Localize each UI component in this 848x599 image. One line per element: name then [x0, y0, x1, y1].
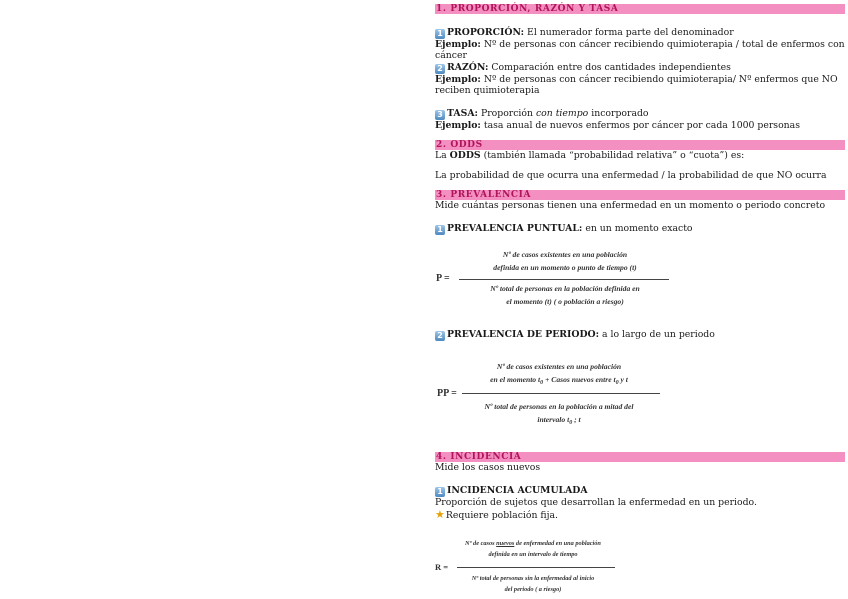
- tasa-line: [435, 108, 845, 120]
- example-label: Ejemplo:: [435, 74, 481, 85]
- formula-incidencia-acumulada: [435, 538, 635, 598]
- prevalencia-intro: Mide cuántas personas tienen una enfermedad en un momento o periodo concreto: [435, 200, 826, 211]
- incidencia-note: [435, 510, 845, 521]
- number-badge-1: 1: [435, 487, 445, 497]
- formula-denominator: [459, 283, 671, 308]
- formula-lhs: P =: [436, 273, 450, 284]
- number-badge-1: 1: [435, 29, 445, 39]
- tasa-text: Proporción: [477, 108, 536, 119]
- tasa-text-italic: con tiempo: [535, 108, 589, 119]
- formula-lhs: PP =: [437, 388, 457, 399]
- prevalencia-puntual-line: [435, 223, 845, 235]
- section-header-incidencia: 4. INCIDENCIA: [435, 452, 845, 462]
- prevalencia-periodo-line: [435, 329, 845, 341]
- formula-denominator: [459, 401, 659, 429]
- denominator-line-1: Nº total de personas en la población definida en: [490, 284, 640, 293]
- numerator-line-1: Nº de casos existentes en una población: [502, 250, 628, 259]
- numerator-line-2: definida en un momento o punto de tiempo (t): [493, 262, 637, 272]
- number-badge-2: 2: [435, 64, 445, 74]
- section-header-prevalencia: 3. PREVALENCIA: [435, 190, 845, 200]
- prevalencia-periodo-text: a lo largo de un periodo: [599, 329, 715, 340]
- example-label: Ejemplo:: [435, 39, 481, 50]
- razon-example: [435, 74, 845, 96]
- denominator-line-2: el momento (t) ( o población a riesgo): [506, 296, 624, 306]
- formula-prevalencia-puntual: [435, 248, 675, 308]
- odds-text-end: (también llamada “probabilidad relativa” o “cuota”) es:: [480, 150, 745, 161]
- razon-line: [435, 62, 845, 74]
- example-label: Ejemplo:: [435, 120, 481, 131]
- odds-text: La: [435, 150, 450, 161]
- star-icon: ★: [435, 508, 445, 521]
- prevalencia-puntual-text: en un momento exacto: [582, 223, 693, 234]
- formula-denominator: [453, 573, 613, 595]
- example-text: Nº de personas con cáncer recibiendo quimioterapia / total de enfermos con cáncer: [435, 39, 845, 61]
- fraction-bar: [457, 567, 615, 568]
- incidencia-acumulada-label: INCIDENCIA ACUMULADA: [447, 485, 588, 496]
- denominator-line-2: intervalo $t_0$ ; t: [537, 414, 581, 426]
- number-badge-1: 1: [435, 225, 445, 235]
- proporcion-line: [435, 27, 845, 39]
- number-badge-3: 3: [435, 110, 445, 120]
- formula-numerator: [459, 249, 671, 274]
- formula-numerator: [459, 361, 659, 389]
- denominator-line-1: Nº total de personas en la población a mitad del: [484, 402, 634, 411]
- fraction-bar: [462, 393, 660, 394]
- example-text: Nº de personas con cáncer recibiendo quimioterapia/ Nº enfermos que NO reciben quimioterapia: [435, 74, 838, 96]
- denominator-line-1: Nº total de personas sin la enfermedad al inicio: [471, 575, 595, 582]
- numerator-line-1: Nº de casos nuevos de enfermedad en una población: [465, 540, 601, 547]
- formula-prevalencia-periodo: [435, 360, 675, 428]
- numerator-line-2: en el momento $t_0$ + Casos nuevos entre $t_0$ y t: [490, 374, 628, 386]
- incidencia-intro: Mide los casos nuevos: [435, 462, 541, 473]
- razon-label: RAZÓN:: [447, 62, 489, 73]
- numerator-line-2: definida en un intervalo de tiempo: [488, 551, 578, 558]
- denominator-line-2: del periodo ( a riesgo): [504, 586, 562, 593]
- section-header-odds: 2. ODDS: [435, 140, 845, 150]
- proporcion-example: [435, 39, 845, 61]
- number-badge-2: 2: [435, 331, 445, 341]
- section-header-proporcion: 1. PROPORCIÓN, RAZÓN Y TASA: [435, 4, 845, 14]
- tasa-text-end: incorporado: [588, 108, 649, 119]
- example-text: tasa anual de nuevos enfermos por cáncer por cada 1000 personas: [480, 120, 800, 131]
- formula-numerator: [453, 538, 613, 560]
- proporcion-text: El numerador forma parte del denominador: [524, 27, 734, 38]
- proporcion-label: PROPORCIÓN:: [447, 27, 525, 38]
- prevalencia-periodo-label: PREVALENCIA DE PERIODO:: [447, 329, 600, 340]
- formula-lhs: R =: [435, 562, 449, 572]
- incidencia-description: Proporción de sujetos que desarrollan la enfermedad en un periodo.: [435, 497, 757, 508]
- fraction-bar: [459, 279, 669, 280]
- razon-text: Comparación entre dos cantidades independientes: [488, 62, 731, 73]
- incidencia-note-text: Requiere población fija.: [445, 510, 559, 521]
- tasa-example: [435, 120, 845, 131]
- odds-definition: [435, 150, 845, 161]
- odds-term: ODDS: [449, 150, 481, 161]
- odds-formula-text: La probabilidad de que ocurra una enfermedad / la probabilidad de que NO ocurra: [435, 170, 827, 181]
- tasa-label: TASA:: [447, 108, 478, 119]
- prevalencia-puntual-label: PREVALENCIA PUNTUAL:: [447, 223, 583, 234]
- incidencia-acumulada-line: [435, 485, 845, 497]
- numerator-line-1: Nº de casos existentes en una población: [496, 362, 622, 371]
